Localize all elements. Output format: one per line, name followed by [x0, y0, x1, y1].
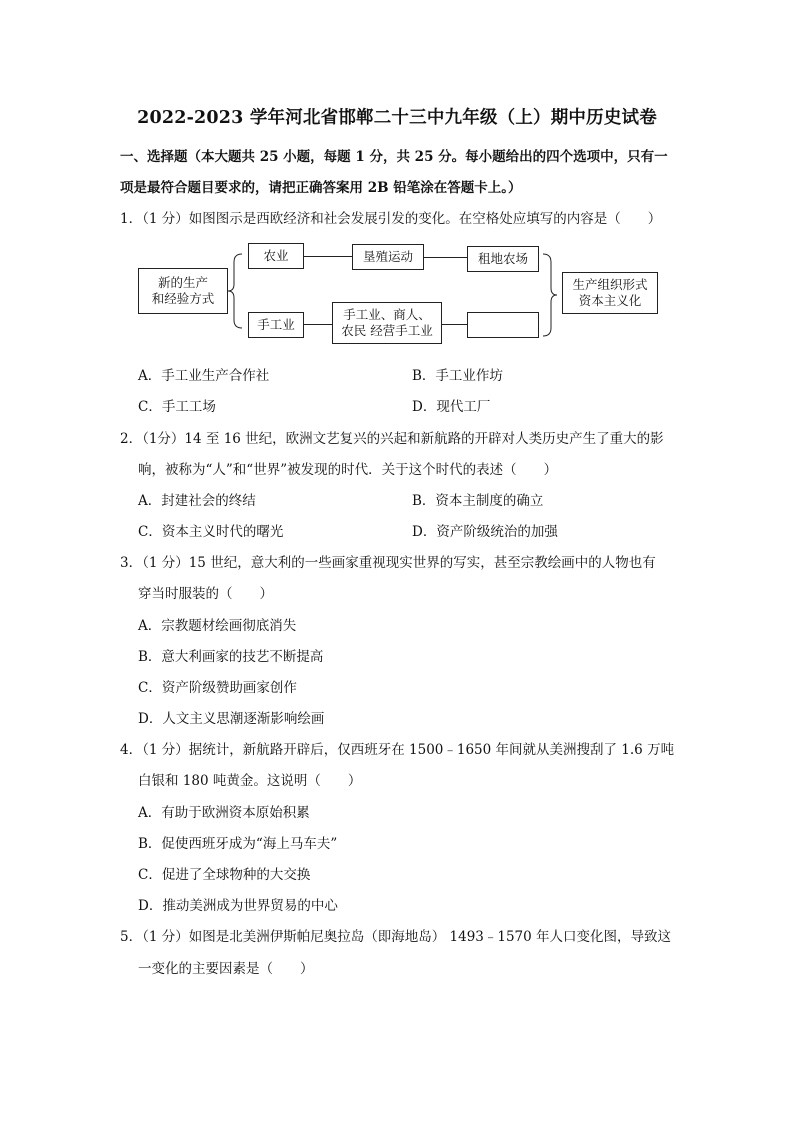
section-instructions-line2: 项是最符合题目要求的，请把正确答案用 2B 铅笔涂在答题卡上。） — [120, 180, 522, 196]
q2-option-d[interactable]: D．资产阶级统治的加强 — [412, 524, 558, 540]
q2-stem-line2: 响，被称为“人”和“世界”被发现的时代．关于这个时代的表述（ ） — [138, 462, 558, 478]
q4-stem-line1: 4．（1 分）据统计，新航路开辟后，仅西班牙在 1500﹣1650 年间就从美洲搜刮了 1.6 万吨 — [120, 742, 675, 758]
diagram-box-agriculture: 农业 — [248, 243, 304, 269]
q1-option-a[interactable]: A．手工业生产合作社 — [138, 368, 270, 384]
q2-option-a[interactable]: A．封建社会的终结 — [138, 493, 256, 509]
diagram-box-capitalism — [562, 272, 658, 314]
diagram-box-enclosure: 垦殖运动 — [352, 244, 424, 270]
diagram-box-new-production-line1: 新的生产 — [157, 275, 208, 290]
diagram-box-capitalism-line2: 资本主义化 — [578, 293, 642, 308]
q3-option-d[interactable]: D．人文主义思潮逐渐影响绘画 — [138, 711, 325, 727]
q4-stem-line2: 白银和 180 吨黄金。这说明（ ） — [138, 773, 362, 789]
diagram-box-merchants-line2: 农民 经营手工业 — [341, 323, 433, 338]
q1-option-b[interactable]: B．手工业作坊 — [412, 368, 503, 384]
q4-option-c[interactable]: C．促进了全球物种的大交换 — [138, 867, 311, 883]
q3-stem-line1: 3．（1 分）15 世纪，意大利的一些画家重视现实世界的写实，甚至宗教绘画中的人物也有 — [120, 555, 656, 571]
diagram-box-merchants — [332, 302, 442, 344]
q2-option-c[interactable]: C．资本主义时代的曙光 — [138, 524, 284, 540]
diagram-right-brace — [543, 254, 559, 336]
q3-stem-line2: 穿当时服装的（ ） — [138, 586, 273, 602]
q1-option-d[interactable]: D．现代工厂 — [412, 399, 491, 415]
q4-option-d[interactable]: D．推动美洲成为世界贸易的中心 — [138, 898, 338, 914]
diagram-box-merchants-line1: 手工业、商人、 — [343, 307, 431, 322]
diagram-blank-box — [467, 312, 539, 338]
diagram-connector — [304, 256, 352, 257]
diagram-connector — [304, 324, 332, 325]
diagram-left-brace — [228, 254, 244, 328]
q4-option-b[interactable]: B．促使西班牙成为“海上马车夫” — [138, 836, 338, 852]
diagram-box-new-production — [138, 268, 228, 314]
q3-option-a[interactable]: A．宗教题材绘画彻底消失 — [138, 618, 297, 634]
q3-option-b[interactable]: B．意大利画家的技艺不断提高 — [138, 649, 324, 665]
q2-stem-line1: 2．（1分）14 至 16 世纪，欧洲文艺复兴的兴起和新航路的开辟对人类历史产生了重大的影 — [120, 431, 664, 447]
diagram-box-handicraft: 手工业 — [248, 312, 304, 338]
q5-stem-line2: 一变化的主要因素是（ ） — [138, 961, 314, 977]
q5-stem-line1: 5．（1 分）如图是北美洲伊斯帕尼奥拉岛（即海地岛） 1493﹣1570 年人口变化图，导致这 — [120, 929, 672, 945]
q3-option-c[interactable]: C．资产阶级赞助画家创作 — [138, 680, 297, 696]
exam-title: 2022-2023 学年河北省邯郸二十三中九年级（上）期中历史试卷 — [137, 108, 657, 128]
diagram-box-new-production-line2: 和经验方式 — [151, 291, 215, 306]
q1-option-c[interactable]: C．手工工场 — [138, 399, 216, 415]
diagram-connector — [424, 257, 467, 258]
section-instructions-line1: 一、选择题（本大题共 25 小题，每题 1 分，共 25 分。每小题给出的四个选项中，只有一 — [120, 149, 668, 165]
q1-stem: 1．（1 分）如图图示是西欧经济和社会发展引发的变化。在空格处应填写的内容是（ ） — [120, 211, 662, 227]
diagram-connector — [442, 324, 467, 325]
diagram-box-leased-farm: 租地农场 — [467, 246, 539, 272]
diagram-box-capitalism-line1: 生产组织形式 — [572, 277, 648, 292]
q4-option-a[interactable]: A．有助于欧洲资本原始积累 — [138, 805, 310, 821]
q2-option-b[interactable]: B．资本主制度的确立 — [412, 493, 544, 509]
